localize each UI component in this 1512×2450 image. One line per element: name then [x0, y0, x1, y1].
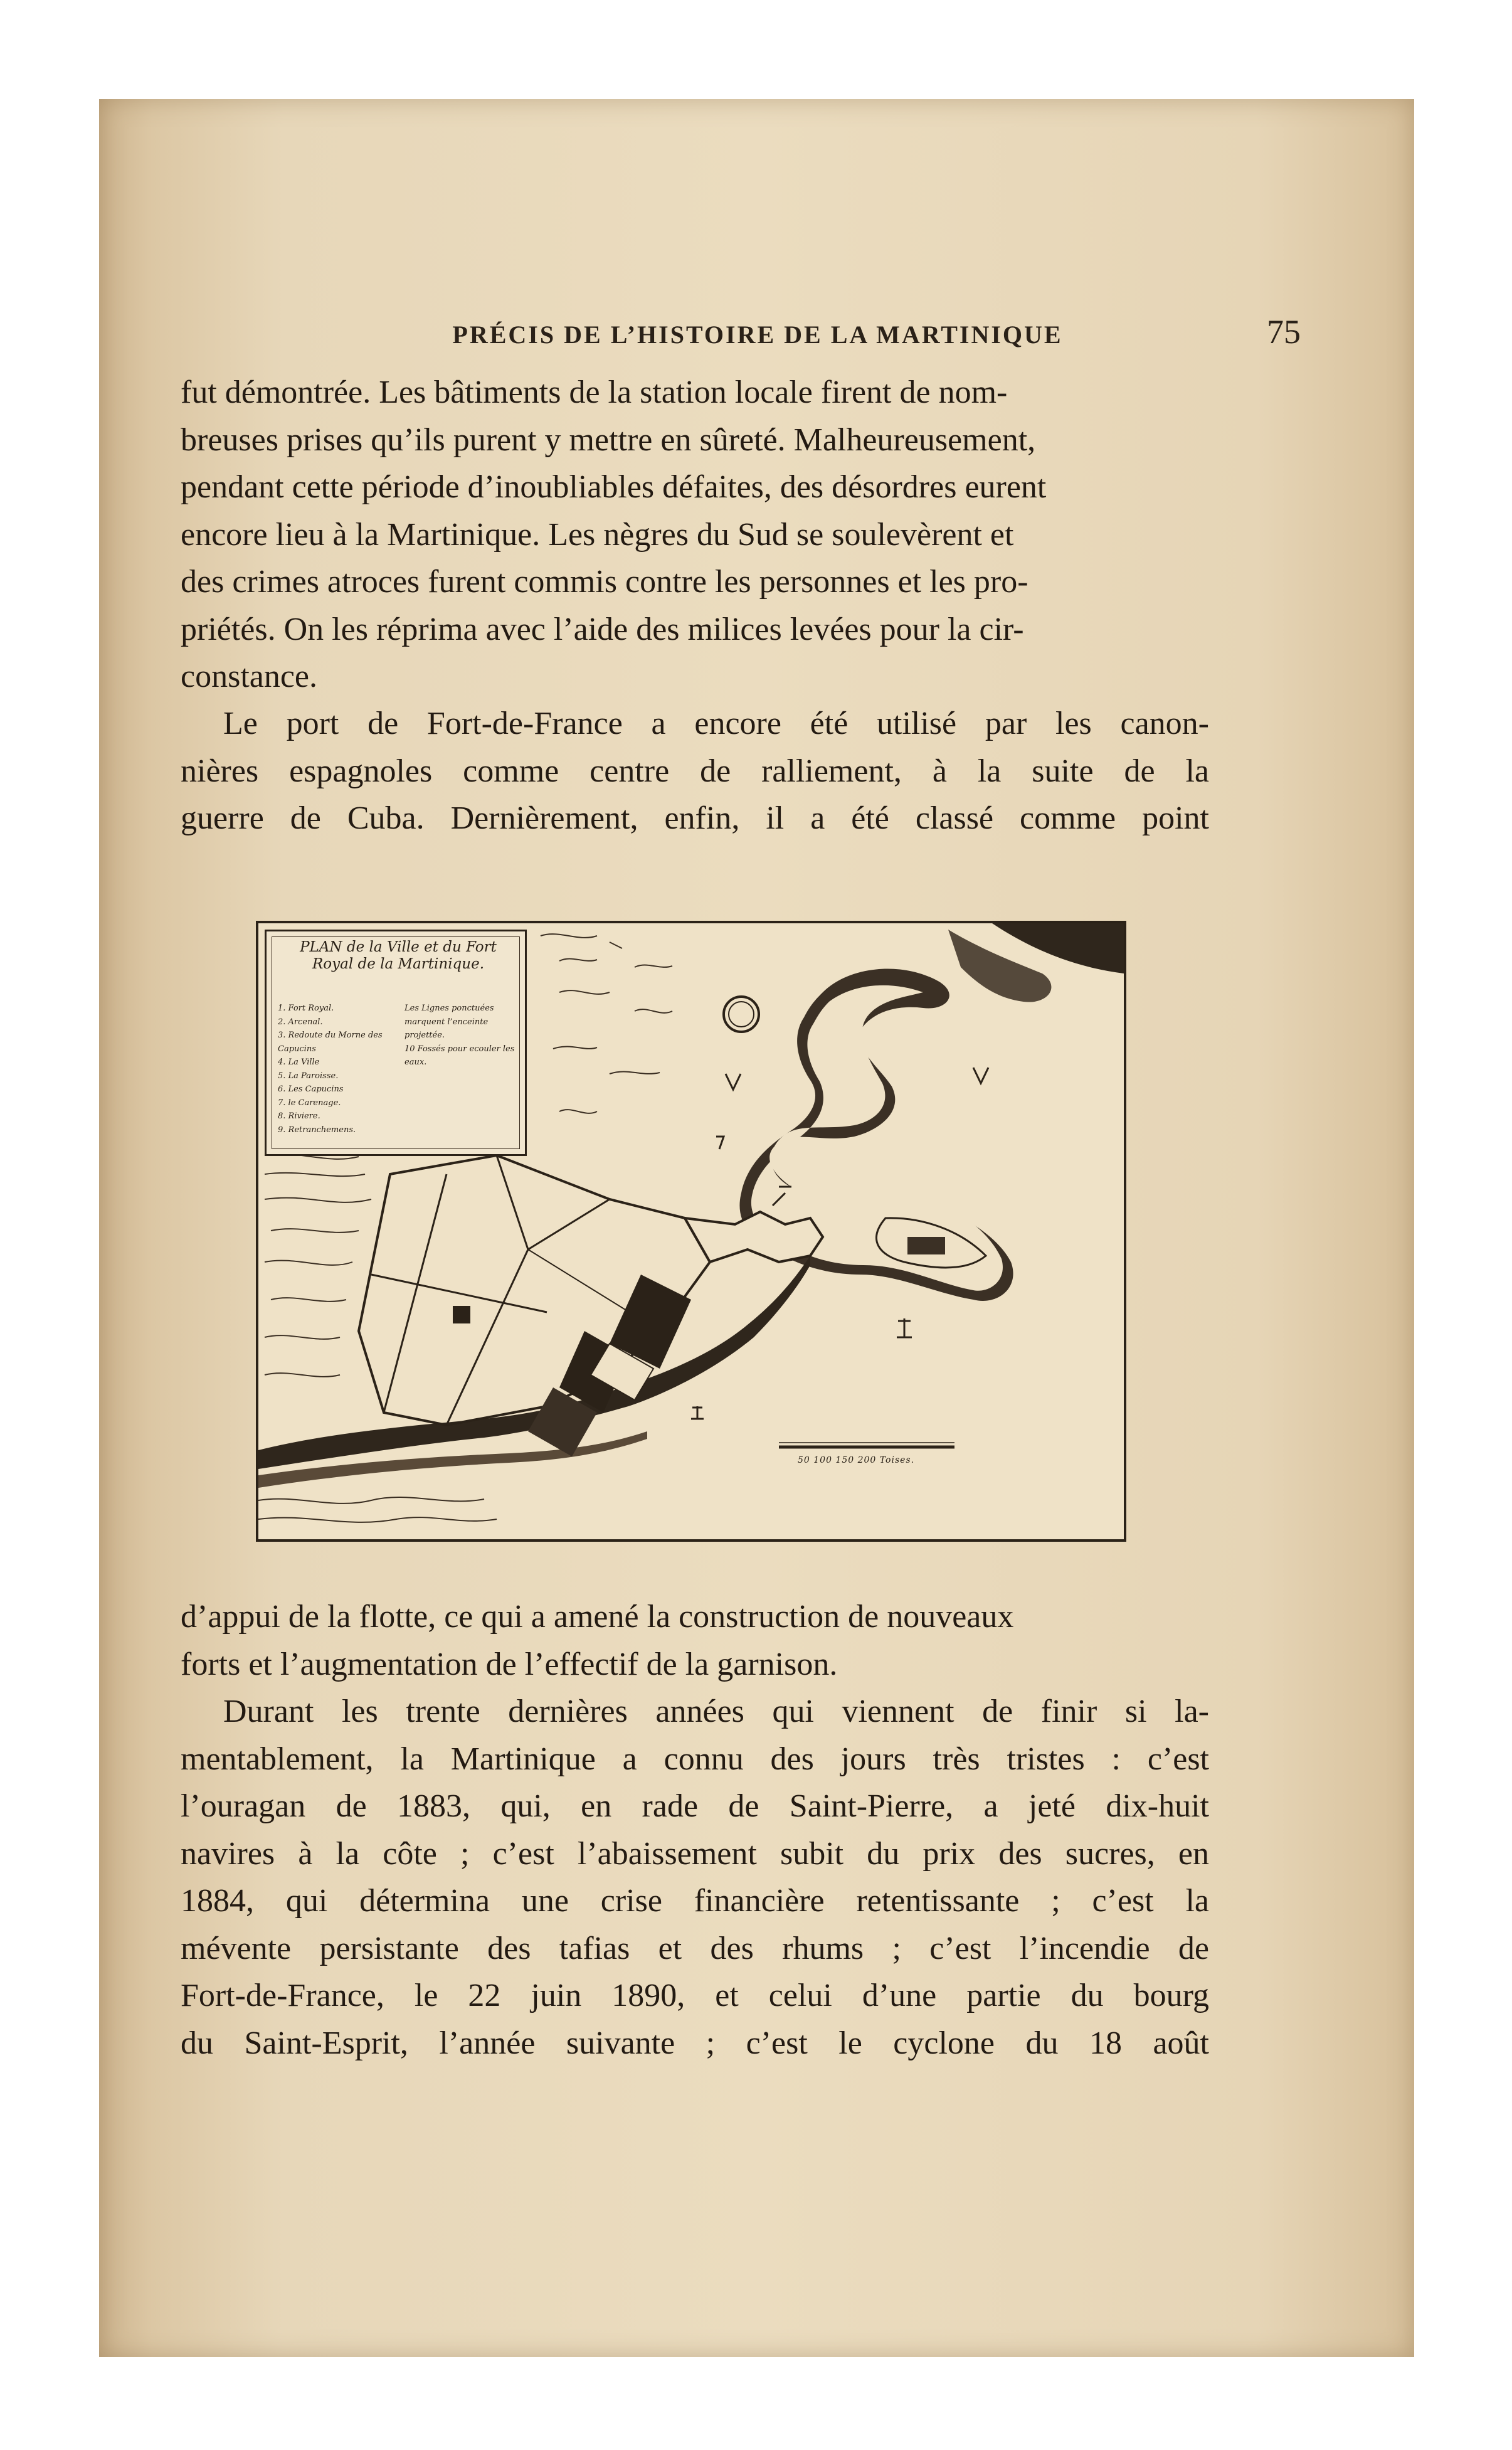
text-line: mentablement, la Martinique a connu des jours très tristes : c’est	[181, 1741, 1209, 1777]
legend-list-right	[404, 1002, 517, 1069]
text-line: l’ouragan de 1883, qui, en rade de Saint-Pierre, a jeté dix-huit	[181, 1788, 1209, 1824]
map-title: PLAN de la Ville et du Fort Royal de la Martinique.	[300, 939, 497, 972]
text-line: Le port de Fort-de-France a encore été utilisé par les canon-	[223, 706, 1209, 741]
text-line: fut démontrée. Les bâtiments de la station locale firent de nom-	[181, 374, 1008, 410]
page-header	[350, 312, 1301, 356]
legend-list-left	[278, 1002, 410, 1137]
book-page	[99, 99, 1414, 2357]
legend-item: 1. Fort Royal.	[278, 1004, 334, 1013]
legend-item: 10 Fossés pour ecouler les eaux.	[404, 1044, 515, 1067]
legend-item: 4. La Ville	[278, 1058, 320, 1067]
legend-item: 3. Redoute du Morne des Capucins	[278, 1031, 383, 1054]
text-line: breuses prises qu’ils purent y mettre en sûreté. Malheureusement,	[181, 422, 1036, 458]
paragraph-1	[181, 369, 1209, 701]
paragraph-2	[181, 700, 1209, 842]
legend-item: 7. le Carenage.	[278, 1098, 341, 1108]
paragraph-4	[181, 1688, 1209, 2067]
text-line: guerre de Cuba. Dernièrement, enfin, il a été classé comme point	[181, 800, 1209, 836]
text-line: mévente persistante des tafias et des rhums ; c’est l’incendie de	[181, 1930, 1209, 1966]
text-line: 1884, qui détermina une crise financière retentissante ; c’est la	[181, 1883, 1209, 1919]
text-line: Durant les trente dernières années qui viennent de finir si la-	[223, 1694, 1209, 1729]
legend-item: 8. Riviere.	[278, 1111, 320, 1121]
legend-item: 6. Les Capucins	[278, 1084, 344, 1094]
text-line: Fort-de-France, le 22 juin 1890, et celui d’une partie du bourg	[181, 1978, 1209, 2013]
text-line: pendant cette période d’inoubliables défaites, des désordres eurent	[181, 469, 1047, 505]
text-line: forts et l’augmentation de l’effectif de la garnison.	[181, 1646, 838, 1682]
map-legend	[265, 930, 527, 1156]
running-title: PRÉCIS DE L’HISTOIRE DE LA MARTINIQUE	[452, 321, 1063, 349]
text-line: nières espagnoles comme centre de ralliement, à la suite de la	[181, 753, 1209, 789]
text-line: d’appui de la flotte, ce qui a amené la construction de nouveaux	[181, 1599, 1014, 1635]
text-line: constance.	[181, 659, 318, 694]
text-line: des crimes atroces furent commis contre les personnes et les pro-	[181, 564, 1028, 600]
page-number: 75	[1267, 313, 1301, 351]
text-line: encore lieu à la Martinique. Les nègres du Sud se soulevèrent et	[181, 516, 1014, 553]
text-line: priétés. On les réprima avec l’aide des milices levées pour la cir-	[181, 611, 1024, 647]
historical-map-figure	[256, 921, 1126, 1542]
text-line: du Saint-Esprit, l’année suivante ; c’est le cyclone du 18 août	[181, 2025, 1209, 2061]
legend-item: Les Lignes ponctuées marquent l’enceinte projettée.	[404, 1004, 494, 1040]
legend-item: 9. Retranchemens.	[278, 1125, 356, 1135]
map-scale-label: 50 100 150 200 Toises.	[798, 1455, 915, 1465]
paragraph-3	[181, 1593, 1209, 1688]
legend-item: 2. Arcenal.	[278, 1017, 323, 1027]
legend-item: 5. La Paroisse.	[278, 1071, 339, 1081]
text-line: navires à la côte ; c’est l’abaissement subit du prix des sucres, en	[181, 1835, 1209, 1872]
